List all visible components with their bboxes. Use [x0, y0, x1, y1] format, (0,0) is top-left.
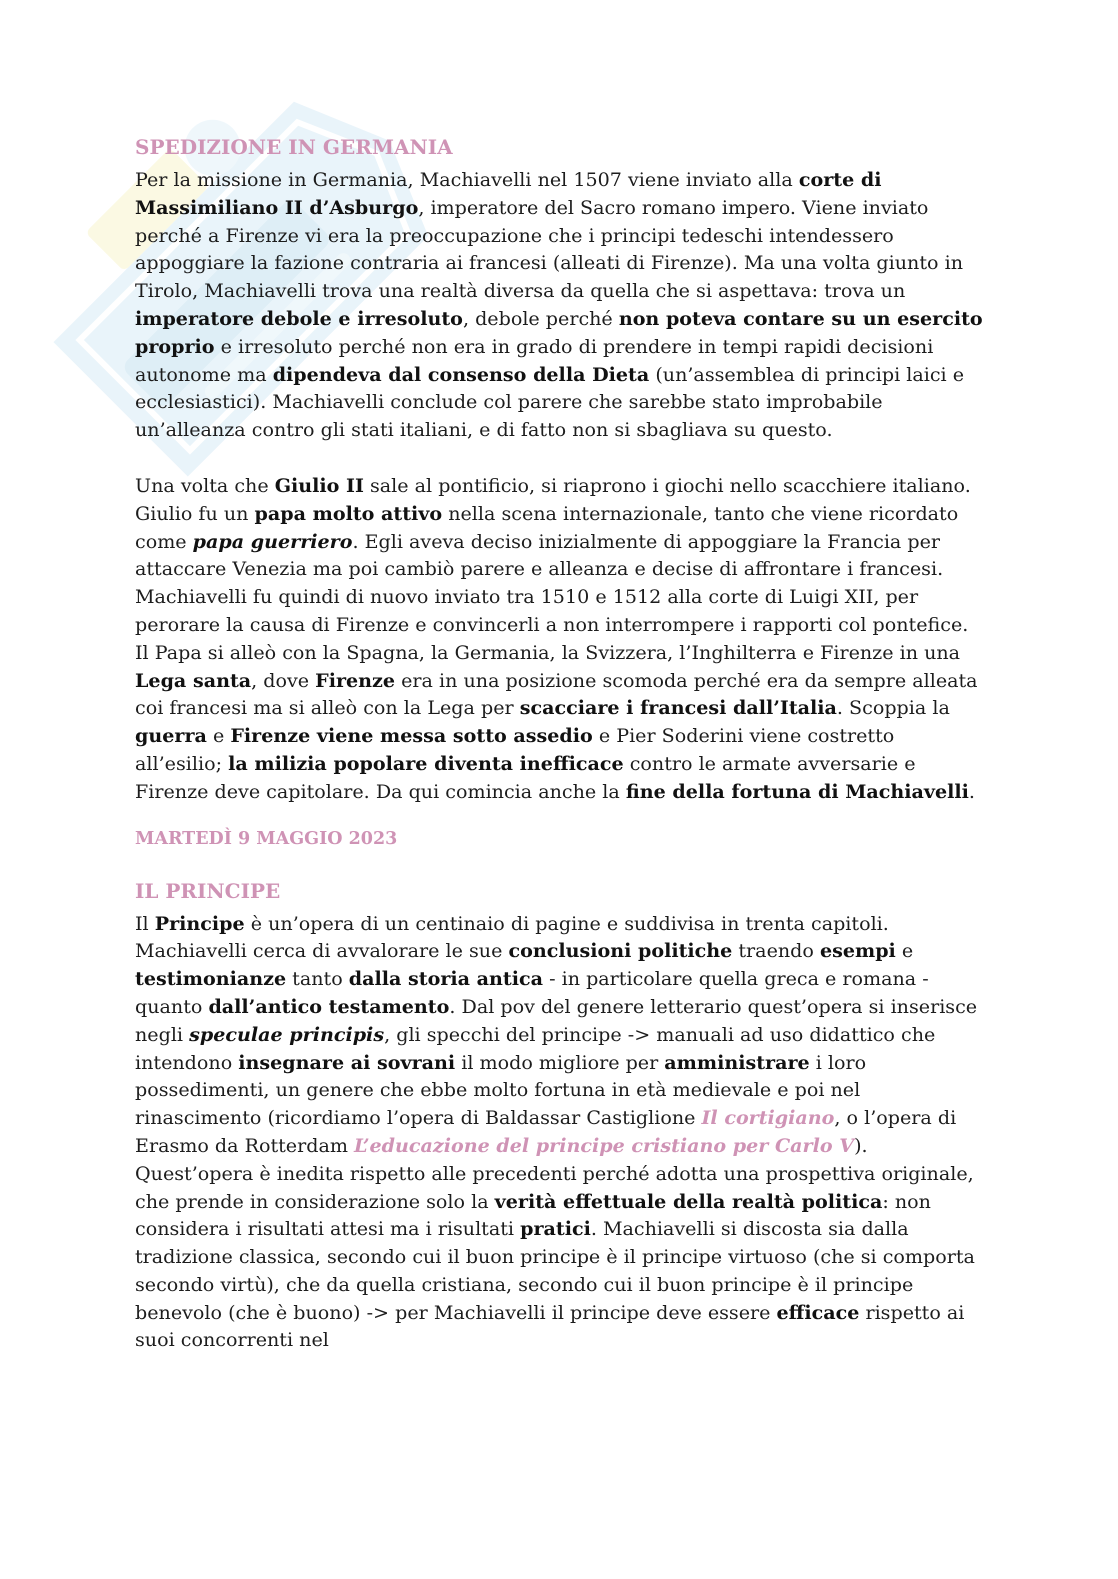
emphasis: pratici — [520, 1217, 591, 1241]
date-heading: MARTEDÌ 9 MAGGIO 2023 — [135, 828, 398, 849]
emphasis: Firenze — [315, 668, 396, 692]
text-run: . Scoppia la — [836, 696, 950, 720]
text-run: : non considera i risultati attesi ma i risultati — [135, 1189, 931, 1241]
emphasis: Lega santa — [135, 668, 252, 692]
emphasis: dall’antico testamento — [208, 994, 450, 1018]
text-run: , imperatore del Sacro romano impero. Viene inviato perché a Firenze vi era la preoccupazione che i principi tedeschi intendessero appoggiare la fazione contraria ai francesi (alleati di Firenze). Ma una volta giunto in Tirolo, Machiavelli trova una realtà diversa da quella che si aspettava: trova un — [135, 195, 963, 303]
text-run: Per la missione in Germania, Machiavelli nel 1507 viene inviato alla — [135, 168, 799, 191]
text-run: traendo — [732, 939, 820, 963]
text-run: Una volta che — [135, 473, 275, 497]
paragraph — [135, 166, 985, 444]
emphasis: Giulio II — [274, 473, 364, 497]
text-run: rispetto ai suoi concorrenti nel — [135, 1300, 965, 1352]
paragraph — [135, 910, 985, 1355]
emphasis: conclusioni politiche — [508, 939, 733, 963]
text-run: e — [206, 724, 231, 748]
emphasis: Firenze viene messa sotto assedio — [230, 724, 593, 748]
emphasis: la milizia popolare diventa inefficace — [228, 751, 624, 775]
emphasis: imperatore debole e irresoluto — [135, 306, 463, 330]
text-run: , debole perché — [462, 306, 619, 330]
emphasis: scacciare i francesi dall’Italia — [519, 696, 837, 720]
text-run: ). Quest’opera è inedita rispetto alle precedenti perché adotta una prospettiva originale, che prende in considerazione solo la — [135, 1133, 974, 1213]
text-run: e — [895, 939, 914, 963]
text-run: . — [968, 779, 975, 803]
text-run: nella scena internazionale, tanto che viene ricordato come — [135, 501, 959, 553]
text-run: è un’opera di un centinaio di pagine e suddivisa in trenta capitoli. Machiavelli cerca di avvalorare le sue — [135, 911, 889, 963]
text-run: sale al pontificio, si riaprono i giochi nello scacchiere italiano. Giulio fu un — [135, 473, 971, 525]
emphasis: non poteva contare su un esercito proprio — [135, 306, 983, 358]
text-run: , o l’opera di Erasmo da Rotterdam — [135, 1106, 957, 1157]
text-run: , gli specchi del principe -> manuali ad uso didattico che intendono — [135, 1022, 936, 1074]
text-run: (un’assemblea di principi laici e ecclesiastici). Machiavelli conclude col parere che sarebbe stato improbabile un’alleanza contro gli stati italiani, e di fatto non si sbagliava su questo. — [135, 362, 965, 442]
emphasis: efficace — [776, 1300, 860, 1324]
emphasis: esempi — [819, 939, 896, 963]
text-run: era in una posizione scomoda perché era da sempre alleata coi francesi ma si alleò con la Lega per — [135, 668, 978, 720]
document-body — [135, 128, 985, 1354]
section-title-il-principe: IL PRINCIPE — [135, 878, 281, 903]
text-run: tanto — [286, 967, 349, 991]
text-run: il modo migliore per — [455, 1050, 665, 1074]
emphasis: corte di Massimiliano II d’Asburgo — [135, 168, 882, 219]
emphasis: amministrare — [664, 1050, 810, 1074]
text-run: e irresoluto perché non era in grado di prendere in tempi rapidi decisioni autonome ma — [135, 334, 934, 386]
section-title-spedizione: SPEDIZIONE IN GERMANIA — [135, 135, 453, 159]
emphasis: dipendeva dal consenso della Dieta — [272, 362, 650, 386]
emphasis: Principe — [154, 911, 245, 935]
paragraph — [135, 472, 985, 806]
text-run: , dove — [251, 668, 316, 692]
emphasis: papa guerriero — [192, 529, 353, 553]
text-run: e Pier Soderini viene costretto all’esilio; — [135, 724, 895, 775]
text-run: i loro possedimenti, un genere che ebbe molto fortuna in età medievale e poi nel rinascimento (ricordiamo l’opera di Baldassar Castiglione — [135, 1050, 867, 1130]
emphasis: verità effettuale della realtà politica — [494, 1189, 883, 1213]
emphasis: insegnare ai sovrani — [238, 1050, 456, 1074]
emphasis: fine della fortuna di Machiavelli — [625, 779, 969, 803]
work-title: L’educazione del principe cristiano per Carlo V — [354, 1133, 855, 1157]
text-run: Il — [135, 911, 155, 935]
work-title: Il cortigiano — [701, 1106, 835, 1130]
emphasis: testimonianze — [135, 967, 287, 991]
text-run: . Machiavelli si discosta sia dalla tradizione classica, secondo cui il buon principe è il principe virtuoso (che si comporta secondo virtù), che da quella cristiana, secondo cui il buon principe è il principe benevolo (che è buono) -> per Machiavelli il principe deve essere — [135, 1217, 975, 1324]
emphasis: papa molto attivo — [254, 501, 443, 525]
text-run: contro le armate avversarie e Firenze deve capitolare. Da qui comincia anche la — [135, 751, 916, 803]
text-run: . Dal pov del genere letterario quest’opera si inserisce negli — [135, 994, 978, 1046]
emphasis: speculae principis — [189, 1022, 385, 1046]
text-run: . Egli aveva deciso inizialmente di appoggiare la Francia per attaccare Venezia ma poi cambiò parere e alleanza e decise di affrontare i francesi. Machiavelli fu quindi di nuovo inviato tra 1510 e 1512 alla corte di Luigi XII, per perorare la causa di Firenze e convincerli a non interrompere i rapporti col pontefice. Il Papa si alleò con la Spagna, la Germania, la Svizzera, l’Inghilterra e Firenze in una — [135, 529, 969, 664]
emphasis: dalla storia antica — [348, 967, 543, 991]
text-run: - in particolare quella greca e romana - quanto — [135, 967, 929, 1018]
emphasis: guerra — [135, 724, 207, 748]
